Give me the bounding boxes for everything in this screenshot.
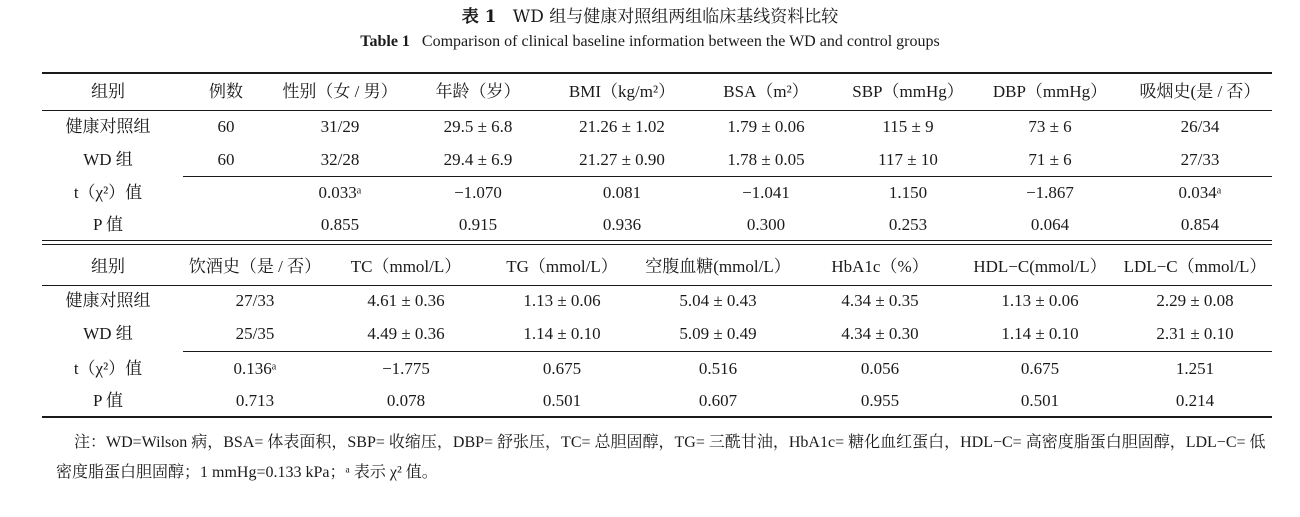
table2-cell: 健康对照组 bbox=[65, 291, 151, 310]
table2-cell: 4.61 ± 0.36 bbox=[367, 291, 445, 310]
table2-header-cell: 组别 bbox=[91, 257, 125, 276]
table1-cell: 0.253 bbox=[888, 215, 928, 234]
caption-label-en: Table 1 bbox=[360, 33, 410, 50]
table2-cell: 5.09 ± 0.49 bbox=[679, 324, 757, 343]
table1-cell: 71 ± 6 bbox=[1028, 150, 1072, 169]
table1-cell: 0.034ᵃ bbox=[1178, 183, 1222, 202]
table1-cell: 0.915 bbox=[458, 215, 498, 234]
table2-cell: 0.214 bbox=[1175, 391, 1215, 410]
table1-cell: 1.150 bbox=[888, 183, 928, 202]
table1-cell: 29.4 ± 6.9 bbox=[443, 150, 513, 169]
table1-cell: 健康对照组 bbox=[65, 117, 151, 136]
table2-cell: 0.955 bbox=[860, 391, 900, 410]
table2-header-cell: 饮酒史（是 / 否） bbox=[188, 257, 322, 276]
table2-cell: t（χ²）值 bbox=[73, 359, 143, 378]
caption-text-cn: WD 组与健康对照组两组临床基线资料比较 bbox=[512, 7, 839, 27]
table2-cell: WD 组 bbox=[83, 324, 133, 343]
table1-cell: 27/33 bbox=[1180, 150, 1220, 169]
table2-cell: 1.14 ± 0.10 bbox=[1001, 324, 1079, 343]
table1-cell: 73 ± 6 bbox=[1028, 117, 1072, 136]
table2-cell: 4.34 ± 0.35 bbox=[841, 291, 919, 310]
table2-cell: 0.136ᵃ bbox=[233, 359, 277, 378]
table2-cell: 0.675 bbox=[542, 359, 582, 378]
table1-cell: 0.936 bbox=[602, 215, 642, 234]
table2-cell: 2.31 ± 0.10 bbox=[1156, 324, 1234, 343]
table1-cell: 26/34 bbox=[1180, 117, 1220, 136]
header-rule-1 bbox=[42, 110, 1272, 111]
table1-cell: WD 组 bbox=[83, 150, 133, 169]
table1-cell: 60 bbox=[217, 150, 235, 169]
table1-cell: 115 ± 9 bbox=[882, 117, 934, 136]
table-footnote bbox=[56, 428, 1276, 488]
section-rule-a bbox=[42, 240, 1272, 241]
table1-cell: 21.26 ± 1.02 bbox=[579, 117, 665, 136]
table2-cell: 2.29 ± 0.08 bbox=[1156, 291, 1234, 310]
table1-cell: −1.041 bbox=[742, 183, 790, 202]
table1-header-cell: SBP（mmHg） bbox=[852, 82, 964, 101]
caption-text-en: Comparison of clinical baseline information between the WD and control groups bbox=[421, 33, 940, 50]
table1-cell: P 值 bbox=[92, 215, 124, 234]
table2-header-cell: HDL−C(mmol/L） bbox=[973, 257, 1107, 276]
table1-header-cell: 吸烟史(是 / 否） bbox=[1139, 82, 1261, 101]
table2-cell: 0.607 bbox=[698, 391, 738, 410]
table1-cell: 0.064 bbox=[1030, 215, 1070, 234]
table2-cell: 5.04 ± 0.43 bbox=[679, 291, 757, 310]
table1-cell: 60 bbox=[217, 117, 235, 136]
table2-header-cell: TG（mmol/L） bbox=[506, 257, 618, 276]
table2-header-cell: TC（mmol/L） bbox=[350, 257, 462, 276]
table2-cell: 0.501 bbox=[542, 391, 582, 410]
table2-header-cell: LDL−C（mmol/L） bbox=[1123, 257, 1267, 276]
table1-cell: 0.033ᵃ bbox=[318, 183, 362, 202]
table2-cell: −1.775 bbox=[382, 359, 430, 378]
table1-cell: t（χ²）值 bbox=[73, 183, 143, 202]
table2-cell: 0.675 bbox=[1020, 359, 1060, 378]
table2-cell: 1.13 ± 0.06 bbox=[1001, 291, 1079, 310]
top-rule bbox=[42, 72, 1272, 74]
table2-cell: 4.34 ± 0.30 bbox=[841, 324, 919, 343]
table1-header-cell: BSA（m²） bbox=[723, 82, 809, 101]
table1-cell: 29.5 ± 6.8 bbox=[443, 117, 513, 136]
section-rule-b bbox=[42, 244, 1272, 245]
table1-cell: 31/29 bbox=[320, 117, 360, 136]
footnote-text: 注：WD=Wilson 病，BSA= 体表面积，SBP= 收缩压，DBP= 舒张压，TC= 总胆固醇，TG= 三酰甘油，HbA1c= 糖化血红蛋白，HDL−C= 高密度脂蛋白胆固醇，LDL−C= 低密度脂蛋白胆固醇；1 mmHg=0.133 kPa；ᵃ 表示 χ² 值。 bbox=[56, 434, 1266, 481]
table1-cell: 0.855 bbox=[320, 215, 360, 234]
table-caption-english bbox=[0, 31, 1300, 53]
table2-cell: 27/33 bbox=[235, 291, 275, 310]
caption-label-cn: 表 1 bbox=[461, 7, 497, 27]
table2-cell: P 值 bbox=[92, 391, 124, 410]
table2-cell: 0.501 bbox=[1020, 391, 1060, 410]
table1-cell: 32/28 bbox=[320, 150, 360, 169]
table1-cell: 0.081 bbox=[602, 183, 642, 202]
table1-header-cell: 组别 bbox=[91, 82, 125, 101]
table1-header-cell: 例数 bbox=[209, 82, 243, 101]
table2-cell: 0.516 bbox=[698, 359, 738, 378]
table2-cell: 0.713 bbox=[235, 391, 275, 410]
table1-header-cell: BMI（kg/m²） bbox=[568, 82, 676, 101]
table1-header-cell: 性别（女 / 男） bbox=[282, 82, 398, 101]
table1-header-cell: 年龄（岁） bbox=[435, 82, 521, 101]
bottom-rule bbox=[42, 416, 1272, 418]
table1-cell: 0.300 bbox=[746, 215, 786, 234]
table2-cell: 4.49 ± 0.36 bbox=[367, 324, 445, 343]
table1-cell: 1.78 ± 0.05 bbox=[727, 150, 805, 169]
table1-cell: −1.867 bbox=[1026, 183, 1074, 202]
table2-cell: 1.13 ± 0.06 bbox=[523, 291, 601, 310]
table2-header-cell: 空腹血糖(mmol/L） bbox=[645, 257, 791, 276]
table1-header-cell: DBP（mmHg） bbox=[992, 82, 1108, 101]
table2-cell: 1.251 bbox=[1175, 359, 1215, 378]
table-caption-chinese bbox=[0, 6, 1300, 28]
table1-cell: 0.854 bbox=[1180, 215, 1220, 234]
table2-header-cell: HbA1c（%） bbox=[831, 257, 929, 276]
table2-cell: 0.056 bbox=[860, 359, 900, 378]
table1-cell: 117 ± 10 bbox=[878, 150, 938, 169]
header-rule-2 bbox=[42, 285, 1272, 286]
table1-cell: 21.27 ± 0.90 bbox=[579, 150, 665, 169]
table2-cell: 1.14 ± 0.10 bbox=[523, 324, 601, 343]
table2-cell: 25/35 bbox=[235, 324, 275, 343]
table1-cell: 1.79 ± 0.06 bbox=[727, 117, 805, 136]
stats-rule-1 bbox=[183, 176, 1272, 177]
stats-rule-2 bbox=[183, 351, 1272, 352]
table1-cell: −1.070 bbox=[454, 183, 502, 202]
table2-cell: 0.078 bbox=[386, 391, 426, 410]
